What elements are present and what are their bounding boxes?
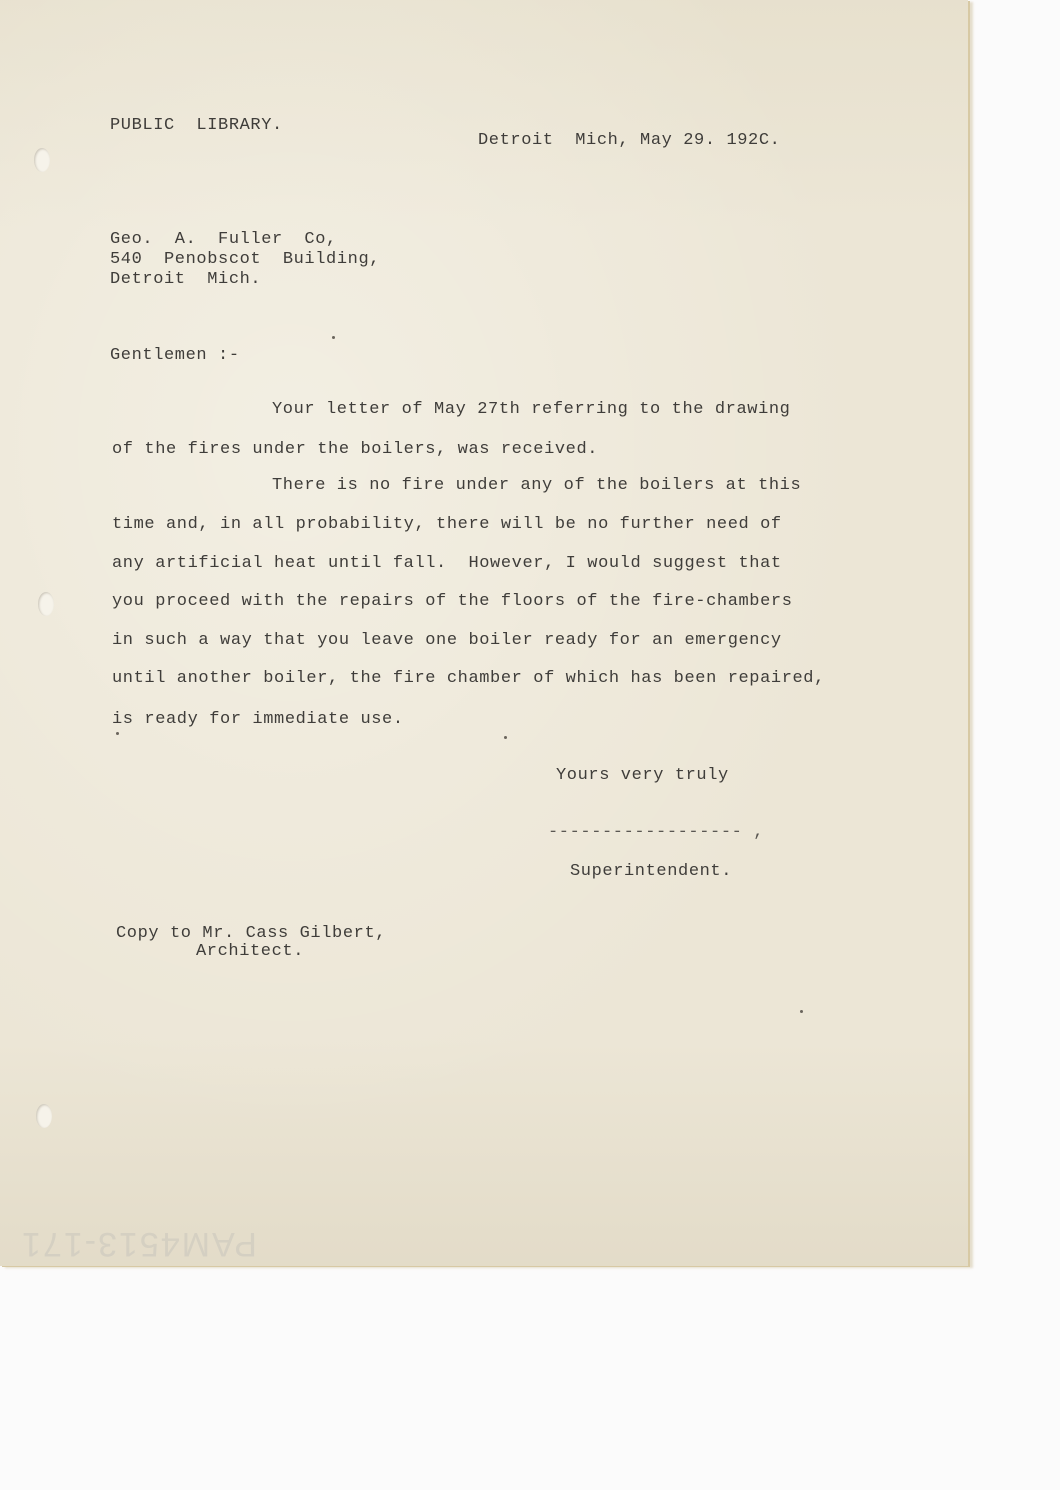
body-line: in such a way that you leave one boiler ready for an emergency — [112, 631, 782, 650]
punch-hole-top — [34, 148, 50, 172]
ink-speck — [116, 732, 119, 735]
recipient-name: Geo. A. Fuller Co, — [110, 230, 337, 249]
recipient-street: 540 Penobscot Building, — [110, 250, 381, 269]
ink-speck — [504, 736, 507, 739]
signature-line: ------------------ , — [548, 823, 765, 842]
salutation: Gentlemen :- — [110, 346, 240, 365]
punch-hole-middle — [38, 592, 54, 616]
recipient-city: Detroit Mich. — [110, 270, 262, 289]
ink-speck — [332, 336, 335, 339]
body-line: Your letter of May 27th referring to the drawing — [272, 400, 791, 419]
archive-stamp: PAM4513-171 — [20, 1225, 257, 1263]
copy-note-recipient: Copy to Mr. Cass Gilbert, — [116, 924, 387, 943]
body-line: until another boiler, the fire chamber of which has been repaired, — [112, 669, 825, 688]
ink-speck — [800, 1010, 803, 1013]
body-line: There is no fire under any of the boilers at this — [272, 476, 802, 495]
copy-note-title: Architect. — [196, 942, 305, 961]
letterhead: PUBLIC LIBRARY. — [110, 116, 283, 135]
body-line: of the fires under the boilers, was received. — [112, 440, 599, 459]
body-line: any artificial heat until fall. However, I would suggest that — [112, 554, 782, 573]
body-line: time and, in all probability, there will be no further need of — [112, 515, 782, 534]
punch-hole-bottom — [36, 1104, 52, 1128]
closing: Yours very truly — [556, 766, 729, 785]
dateline: Detroit Mich, May 29. 192C. — [478, 131, 781, 150]
signature-title: Superintendent. — [570, 862, 733, 881]
body-line: you proceed with the repairs of the floors of the fire-chambers — [112, 592, 793, 611]
body-line: is ready for immediate use. — [112, 710, 404, 729]
